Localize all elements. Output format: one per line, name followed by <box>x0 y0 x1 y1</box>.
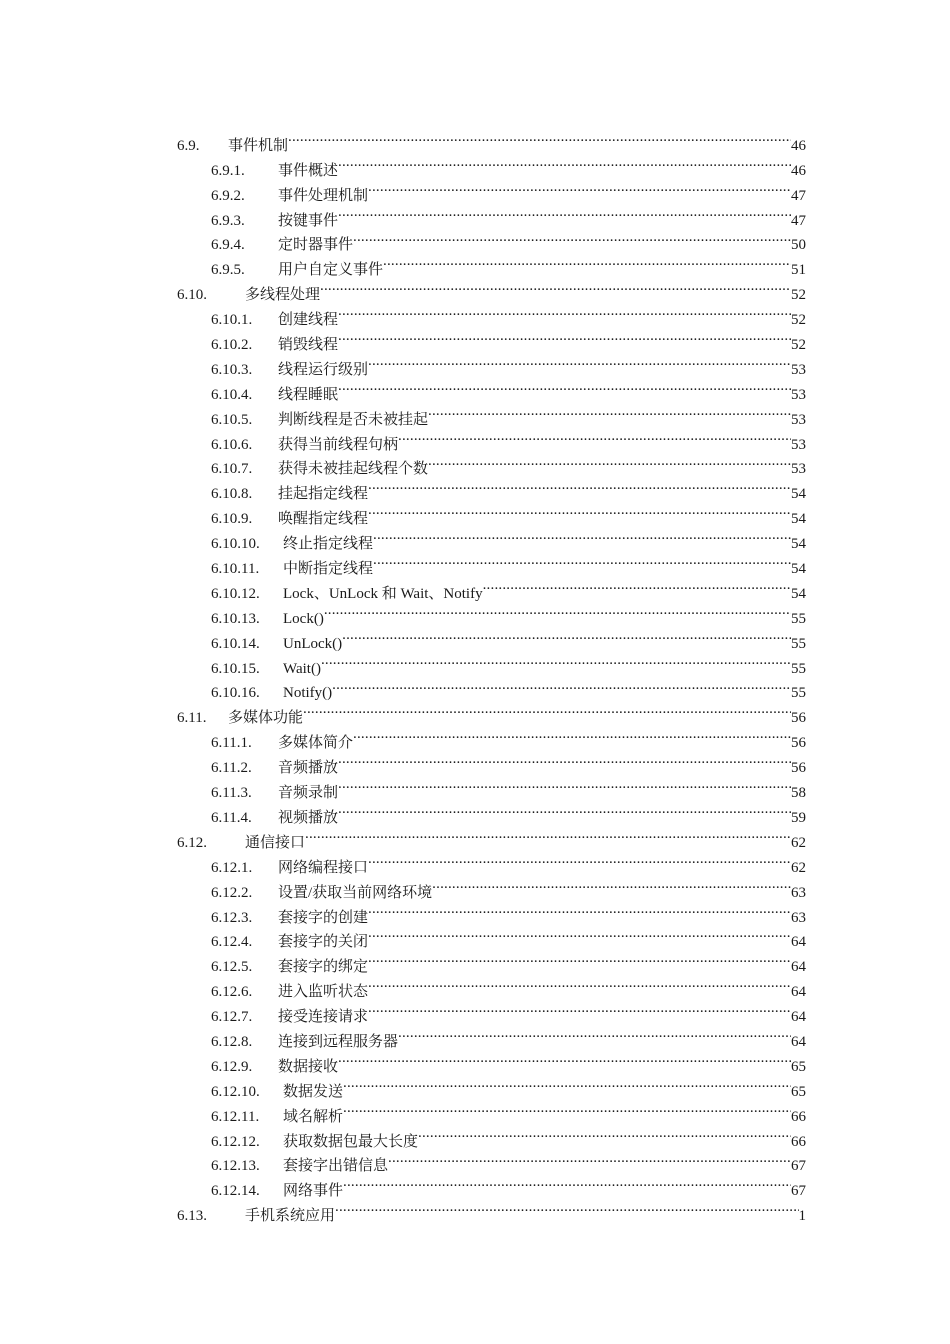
dot-leader <box>338 150 791 175</box>
toc-entry-number: 6.12.14. <box>211 1183 260 1200</box>
toc-entry-page-number: 56 <box>791 735 806 752</box>
toc-entry-page-number: 64 <box>791 1009 806 1026</box>
toc-entry-page-number: 64 <box>791 1033 806 1050</box>
toc-entry-title: 数据接收 <box>278 1058 339 1075</box>
toc-entry-page-number: 46 <box>791 137 806 154</box>
toc-entry-page-number: 55 <box>791 660 806 677</box>
toc-entry-number: 6.10.13. <box>211 610 260 627</box>
toc-entry-page-number: 54 <box>791 536 806 553</box>
toc-entry-number: 6.12.1. <box>211 859 253 876</box>
toc-entry-page-number: 55 <box>791 610 806 627</box>
toc-entry-page-number: 52 <box>791 312 806 329</box>
toc-entry-title: 网络事件 <box>283 1183 344 1200</box>
dot-leader <box>343 1170 791 1195</box>
dot-leader <box>305 822 791 847</box>
toc-entry-page-number: 55 <box>791 635 806 652</box>
toc-entry-title: 视频播放 <box>278 809 339 826</box>
toc-entry-page-number: 54 <box>791 585 806 602</box>
toc-entry-number: 6.11.3. <box>211 785 252 802</box>
toc-entry-title: 设置/获取当前网络环境 <box>278 884 433 901</box>
toc-entry-title: 获得当前线程句柄 <box>278 436 399 453</box>
dot-leader <box>368 473 791 498</box>
toc-entry-title: 多媒体简介 <box>278 735 354 752</box>
dot-leader <box>342 623 791 648</box>
toc-entry-title: 套接字的关闭 <box>278 934 369 951</box>
toc-entry-number: 6.10.14. <box>211 635 260 652</box>
toc-entry-number: 6.10.1. <box>211 312 253 329</box>
dot-leader <box>338 747 791 772</box>
toc-entry-number: 6.11.4. <box>211 809 252 826</box>
dot-leader <box>383 249 791 274</box>
toc-entry-number: 6.9.1. <box>211 162 245 179</box>
toc-entry-title: 事件处理机制 <box>278 187 369 204</box>
toc-entry-number: 6.10.8. <box>211 486 253 503</box>
dot-leader <box>388 1146 791 1171</box>
dot-leader <box>338 324 791 349</box>
toc-entry-page-number: 52 <box>791 337 806 354</box>
toc-entry-number: 6.12.2. <box>211 884 253 901</box>
toc-entry-number: 6.9. <box>177 137 200 154</box>
dot-leader <box>368 922 791 947</box>
toc-entry-page-number: 62 <box>791 834 806 851</box>
dot-leader <box>483 573 791 598</box>
toc-entry-page-number: 65 <box>791 1058 806 1075</box>
toc-entry-page-number: 58 <box>791 785 806 802</box>
toc-entry-page-number: 53 <box>791 386 806 403</box>
toc-entry-page-number: 64 <box>791 934 806 951</box>
dot-leader <box>418 1121 791 1146</box>
toc-entry-title: Lock() <box>283 610 324 627</box>
toc-entry-title: 进入监听状态 <box>278 984 369 1001</box>
dot-leader <box>288 125 791 150</box>
toc-entry-page-number: 67 <box>791 1158 806 1175</box>
toc-entry-number: 6.11.1. <box>211 735 252 752</box>
dot-leader <box>324 598 791 623</box>
toc-entry-number: 6.12.6. <box>211 984 253 1001</box>
toc-entry-page-number: 51 <box>791 262 806 279</box>
toc-entry-title: 套接字出错信息 <box>283 1158 389 1175</box>
toc-entry-title: Lock、UnLock 和 Wait、Notify <box>283 585 483 602</box>
dot-leader <box>432 872 791 897</box>
toc-entry-title: Notify() <box>283 685 333 702</box>
toc-entry-title: 音频播放 <box>278 760 339 777</box>
dot-leader <box>321 648 791 673</box>
table-of-contents <box>177 125 806 1225</box>
dot-leader <box>343 1071 791 1096</box>
toc-entry-number: 6.10.10. <box>211 536 260 553</box>
toc-entry-page-number: 56 <box>791 710 806 727</box>
toc-entry-number: 6.9.3. <box>211 212 245 229</box>
toc-entry-page-number: 47 <box>791 212 806 229</box>
toc-entry-title: 事件机制 <box>228 137 289 154</box>
toc-entry-page-number: 67 <box>791 1183 806 1200</box>
toc-entry-title: 线程睡眠 <box>278 386 339 403</box>
toc-entry-page-number: 1 <box>798 1208 806 1225</box>
toc-entry-number: 6.10. <box>177 287 207 304</box>
toc-entry-page-number: 47 <box>791 187 806 204</box>
toc-entry-title: 获取数据包最大长度 <box>283 1133 419 1150</box>
dot-leader <box>368 971 791 996</box>
toc-entry-number: 6.10.11. <box>211 561 260 578</box>
dot-leader <box>368 498 791 523</box>
toc-entry-title: 套接字的绑定 <box>278 959 369 976</box>
dot-leader <box>338 299 791 324</box>
dot-leader <box>343 1096 791 1121</box>
dot-leader <box>338 374 791 399</box>
toc-entry-number: 6.10.2. <box>211 337 253 354</box>
toc-entry-title: 创建线程 <box>278 312 339 329</box>
toc-entry-title: 连接到远程服务器 <box>278 1033 399 1050</box>
toc-entry-number: 6.12.5. <box>211 959 253 976</box>
toc-entry-number: 6.12.11. <box>211 1108 260 1125</box>
toc-entry-number: 6.10.7. <box>211 461 253 478</box>
dot-leader <box>338 1046 791 1071</box>
toc-entry-page-number: 63 <box>791 884 806 901</box>
toc-entry-number: 6.10.5. <box>211 411 253 428</box>
dot-leader <box>353 225 791 250</box>
toc-entry-page-number: 55 <box>791 685 806 702</box>
dot-leader <box>373 548 791 573</box>
toc-entry-title: 挂起指定线程 <box>278 486 369 503</box>
toc-entry-number: 6.12.7. <box>211 1009 253 1026</box>
toc-entry-title: 定时器事件 <box>278 237 354 254</box>
dot-leader <box>428 399 791 424</box>
toc-entry-page-number: 65 <box>791 1083 806 1100</box>
toc-entry-title: 手机系统应用 <box>245 1208 336 1225</box>
toc-entry-title: 域名解析 <box>283 1108 344 1125</box>
dot-leader <box>373 523 791 548</box>
toc-entry-page-number: 62 <box>791 859 806 876</box>
dot-leader <box>332 673 791 698</box>
toc-entry-number: 6.10.12. <box>211 585 260 602</box>
toc-entry-title: 销毁线程 <box>278 337 339 354</box>
dot-leader <box>368 897 791 922</box>
toc-entry-title: 中断指定线程 <box>283 561 374 578</box>
toc-entry-number: 6.12.10. <box>211 1083 260 1100</box>
toc-entry-page-number: 53 <box>791 361 806 378</box>
toc-entry-number: 6.10.15. <box>211 660 260 677</box>
toc-entry-title: 用户自定义事件 <box>278 262 384 279</box>
toc-entry-title: 唤醒指定线程 <box>278 511 369 528</box>
toc-entry-page-number: 53 <box>791 411 806 428</box>
toc-entry-title: 判断线程是否未被挂起 <box>278 411 429 428</box>
dot-leader <box>335 1195 798 1220</box>
toc-entry-number: 6.12.13. <box>211 1158 260 1175</box>
toc-entry-number: 6.11. <box>177 710 207 727</box>
toc-entry-number: 6.10.6. <box>211 436 253 453</box>
dot-leader <box>398 1021 791 1046</box>
toc-entry-number: 6.10.9. <box>211 511 253 528</box>
toc-entry-title: 事件概述 <box>278 162 339 179</box>
toc-entry-title: 音频录制 <box>278 785 339 802</box>
toc-entry-page-number: 50 <box>791 237 806 254</box>
toc-entry-title: 获得未被挂起线程个数 <box>278 461 429 478</box>
toc-entry-number: 6.12.12. <box>211 1133 260 1150</box>
toc-entry-page-number: 53 <box>791 436 806 453</box>
toc-entry-title: 网络编程接口 <box>278 859 369 876</box>
toc-entry-page-number: 66 <box>791 1108 806 1125</box>
toc-entry-title: 多线程处理 <box>245 287 321 304</box>
toc-entry-page-number: 54 <box>791 486 806 503</box>
toc-entry[interactable] <box>177 125 806 154</box>
toc-entry-number: 6.12.3. <box>211 909 253 926</box>
toc-entry-number: 6.12. <box>177 834 207 851</box>
toc-entry-title: 线程运行级别 <box>278 361 369 378</box>
dot-leader <box>303 697 791 722</box>
toc-entry-title: Wait() <box>283 660 321 677</box>
toc-entry-title: 多媒体功能 <box>228 710 304 727</box>
toc-entry-number: 6.11.2. <box>211 760 252 777</box>
toc-entry-page-number: 66 <box>791 1133 806 1150</box>
dot-leader <box>368 847 791 872</box>
toc-entry-page-number: 46 <box>791 162 806 179</box>
toc-entry-page-number: 63 <box>791 909 806 926</box>
toc-entry-number: 6.12.8. <box>211 1033 253 1050</box>
toc-entry-title: 通信接口 <box>245 834 306 851</box>
toc-entry-number: 6.13. <box>177 1208 207 1225</box>
toc-entry-number: 6.10.4. <box>211 386 253 403</box>
toc-entry-page-number: 52 <box>791 287 806 304</box>
toc-entry-number: 6.12.9. <box>211 1058 253 1075</box>
dot-leader <box>368 349 791 374</box>
dot-leader <box>428 449 791 474</box>
dot-leader <box>398 424 791 449</box>
toc-entry-number: 6.9.2. <box>211 187 245 204</box>
dot-leader <box>368 996 791 1021</box>
dot-leader <box>368 175 791 200</box>
toc-entry-number: 6.9.4. <box>211 237 245 254</box>
toc-entry-title: 数据发送 <box>283 1083 344 1100</box>
dot-leader <box>338 200 791 225</box>
toc-entry-title: 按键事件 <box>278 212 339 229</box>
toc-entry-number: 6.10.16. <box>211 685 260 702</box>
dot-leader <box>320 274 791 299</box>
dot-leader <box>338 797 791 822</box>
toc-entry-page-number: 54 <box>791 561 806 578</box>
dot-leader <box>338 772 791 797</box>
toc-entry-page-number: 64 <box>791 984 806 1001</box>
toc-entry-title: 接受连接请求 <box>278 1009 369 1026</box>
toc-entry-page-number: 54 <box>791 511 806 528</box>
toc-entry-page-number: 56 <box>791 760 806 777</box>
toc-entry-title: 套接字的创建 <box>278 909 369 926</box>
toc-entry-number: 6.10.3. <box>211 361 253 378</box>
dot-leader <box>353 722 791 747</box>
toc-entry-page-number: 53 <box>791 461 806 478</box>
toc-entry-page-number: 59 <box>791 809 806 826</box>
toc-entry-number: 6.12.4. <box>211 934 253 951</box>
toc-entry-page-number: 64 <box>791 959 806 976</box>
toc-entry-title: 终止指定线程 <box>283 536 374 553</box>
toc-entry-number: 6.9.5. <box>211 262 245 279</box>
dot-leader <box>368 946 791 971</box>
toc-entry-title: UnLock() <box>283 635 343 652</box>
